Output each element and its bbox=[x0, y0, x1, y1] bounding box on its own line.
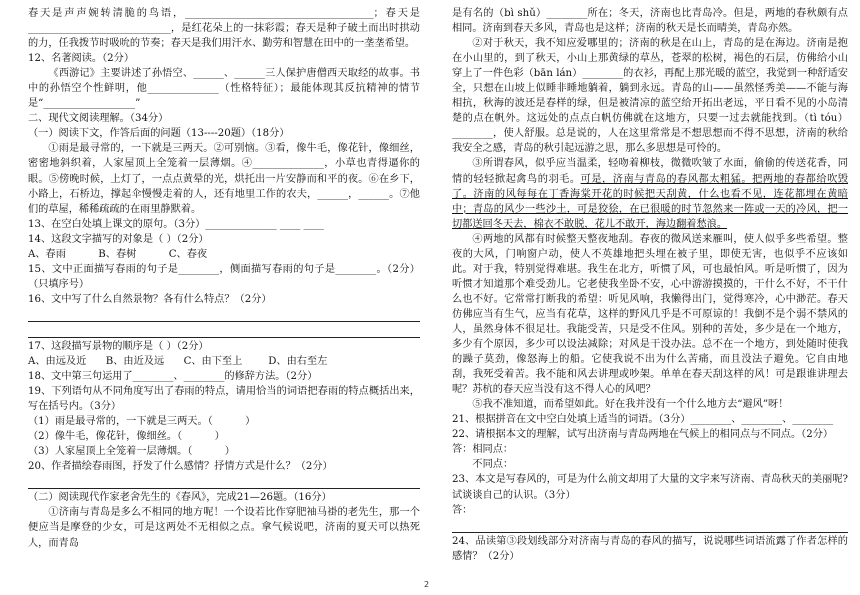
passage-one-text: ①雨是最寻常的，一下就是三两天。②可别恼。③看，像牛毛，像花针，像细丝，密密地斜织着，人家屋顶上全笼着一层薄烟。④______________，小草也青得逼你的眼。⑤傍晚时候，上灯了，一点点黄晕的光，烘托出一片安静而和平的夜。⑥在乡下，小路上，石桥边，撑起伞慢慢走着的人，还有地里工作的农夫，______，______。⑦他们的草屋，稀稀疏疏的在雨里静默着。 bbox=[28, 143, 420, 215]
q14-options: A、春雨 B、春树 C、春夜 bbox=[28, 248, 208, 260]
q16: 16、文中写了什么自然景物？各有什么特点？（2分） bbox=[28, 293, 272, 305]
passage-two-para-1: ①济南与青岛是多么不相同的地方呢！一个设若比作穿肥袖马褂的老先生，那一个便应当是摩登的少女，可是这两处不无相似之点。拿气候说吧，济南的夏天可以热死人，而青岛 bbox=[28, 507, 420, 549]
poem-fill-paragraph: 春天是声声婉转清脆的鸟语，_____________________________________；春天是____________________________，是红花朵上的一抹彩霞；春天是种子破土而出时拱动的力，任我拨节时吸吮的节奏；春天是我们用汗水、勤劳和智慧在田中的一垄垄希望。 bbox=[28, 8, 420, 50]
q12-heading: 12、名著阅读。（2分） bbox=[28, 53, 135, 65]
passage-two-heading: （二）阅读现代作家老舍先生的《春风》，完成21—26题。（16分） bbox=[28, 492, 332, 504]
q19-item-1: （1）雨是最寻常的，一下就是三两天。（ ） bbox=[28, 416, 256, 428]
q19-item-3: （3）人家屋顶上全笼着一层薄烟。（ ） bbox=[28, 446, 235, 458]
q17: 17、这段描写景物的顺序是（ ）（2分） bbox=[28, 340, 209, 352]
answer-line bbox=[28, 323, 420, 338]
q23: 23、本文是写春风的，可是为什么前文却用了大量的文字来写济南、青岛秋天的美丽呢?试谈谈自己的认识。（3分） bbox=[452, 474, 848, 501]
q22-same: 答：相同点： bbox=[452, 444, 514, 456]
q13: 13、在空白处填上课文的原句。（3分）______________ ____ ____ bbox=[28, 218, 324, 230]
answer-line bbox=[452, 518, 848, 533]
q18: 18、文中第三句运用了________、________的修辞方法。（2分） bbox=[28, 371, 318, 383]
q14: 14、这段文字描写的对象是（ ）（2分） bbox=[28, 233, 209, 245]
q24: 24、品读第③段划线部分对济南与青岛的春风的描写，说说哪些词语流露了作者怎样的感情？（2分） bbox=[452, 535, 848, 562]
answer-line bbox=[28, 307, 420, 322]
q23-answer: 答： bbox=[452, 504, 473, 516]
q15: 15、文中正面描写春雨的句子是________，侧面描写春雨的句子是________。（2分）（只填序号） bbox=[28, 263, 420, 290]
left-column bbox=[28, 6, 420, 551]
q20: 20、作者描绘春雨图，抒发了什么感情？抒情方式是什么？（2分） bbox=[28, 461, 333, 473]
passage-two-para-4: ④两地的风都有时候整天整夜地刮。春夜的微风送来雁叫，使人似乎多些希望。整夜的大风，门响窗户动，使人不英雄地把头埋在被子里，即使无害，也似乎不应该如此。对于我，特别觉得难堪。我生在北方，听惯了风，可也最怕风。听是听惯了，因为听惯才知道那个难受劲儿。它老使我坐卧不安，心中游游摸摸的，干什么不好，不干什么也不好。它常常打断我的希望：听见风响，我懒得出门，觉得寒冷，心中渺茫。春天仿佛应当有生气，应当有花草，这样的野风几乎是不可原谅的！我倒不是个弱不禁风的人，虽然身体不很足壮。我能受苦，只是受不住风。别种的苦处，多少是在一个地方，多少有个原因，多少可以设法减除；对风是干没办法。总不在一个地方，到处随时使我的躁子莫劲，像怒海上的船。它使我说不出为什么苦痛，而且没法子避免。它自由地刮，我死受着苦。我不能和风去讲理或吵架。单单在春天刮这样的风！可是跟谁讲理去呢？苏杭的春天应当没有这不得人心的风吧？ bbox=[452, 233, 848, 396]
q19-item-2: （2）像牛毛，像花针，像细丝。（ ） bbox=[28, 431, 225, 443]
page-number: 2 bbox=[424, 580, 430, 589]
q17-options: A、由远及近 B、由近及远 C、由下至上 D、由右至左 bbox=[28, 355, 328, 367]
q12-body: 《西游记》主要讲述了孙悟空、______、______三人保护唐僧西天取经的故事。书中的孙悟空个性鲜明，他______________（性格特征）；最能体现其反抗精神的情节是“__________________” bbox=[28, 68, 420, 110]
para-3-plain: ③所谓春风，似乎应当温柔，轻吻着柳枝，微微吹皱了水面，偷偷的传送花香，同情的轻轻掀起禽鸟的羽毛。 bbox=[452, 158, 848, 185]
q19: 19、下列语句从不同角度写出了春雨的特点，请用恰当的词语把春雨的特点概括出来，写在括号内。（3分） bbox=[28, 386, 420, 413]
q21: 21、根据拼音在文中空白处填上适当的词语。（3分）________、________、________ bbox=[452, 414, 834, 426]
passage-two-para-1-cont: 是有名的（bì shǔ）________所在；冬天，济南也比青岛冷。但是，两地的春秋颇有点相同。济南到春天多风，青岛也是这样；济南的秋天是长而晴美，青岛亦然。 bbox=[452, 8, 848, 35]
para-3-underlined: 可是，济南与青岛的春风都太粗猛。把两地的春都给吹毁了。济南的风每每在丁香海棠开花的时候把天刮黄，什么也看不见，连花都埋在黄暗中；青岛的风少一些沙土，可是狡狯，在已很暖的时节忽然来一阵或一天的冷风，把一切都送回冬天去，棉衣不敢脱，花儿不敢开，海边翻着愁浪。 bbox=[452, 173, 849, 230]
passage-two-para-2: ②对于秋天，我不知应爱哪里的；济南的秋是在山上，青岛的是在海边。济南是抱在小山里的，到了秋天，小山上那黄绿的草丛，苍翠的松树，褐色的石层，仿佛给小山穿上了一件色彩（bān lán）________的衣衫，再配上那光暖的蓝空，我觉到一种舒适安全，只想在山坡上似睡非睡地躺着，躺到永远。青岛的山——虽然怪秀美——不能与海相抗，秋海的波还是春样的绿，但是被清凉的蓝空给开拓出老远，平日看不见的小岛清楚的点在帆外。这远处的点点白帆仿佛就在这地方，只要一过去就能找到。（tì tóu）________，使人舒服。总是说的，人在这里常常是不想思想而不得不思想，济南的秋给我安全之感，青岛的秋引起远游之思，那么多思想是可怜的。 bbox=[452, 38, 848, 155]
section-two-heading: 二、现代文阅读理解。（34分） bbox=[28, 113, 169, 125]
q22: 22、请根据本文的理解，试写出济南与青岛两地在气候上的相同点与不同点。（2分） bbox=[452, 429, 834, 441]
passage-one-heading: （一）阅读下文，作答后面的问题（13----20题）（18分） bbox=[28, 128, 290, 140]
passage-two-para-3 bbox=[452, 156, 848, 231]
answer-line bbox=[28, 474, 420, 489]
q22-diff: 不同点： bbox=[472, 459, 514, 471]
right-column bbox=[452, 6, 848, 564]
passage-two-para-5: ⑤我不准知道，而希望如此。好在我并没有一个什么地方去“避风”呀！ bbox=[472, 399, 789, 411]
